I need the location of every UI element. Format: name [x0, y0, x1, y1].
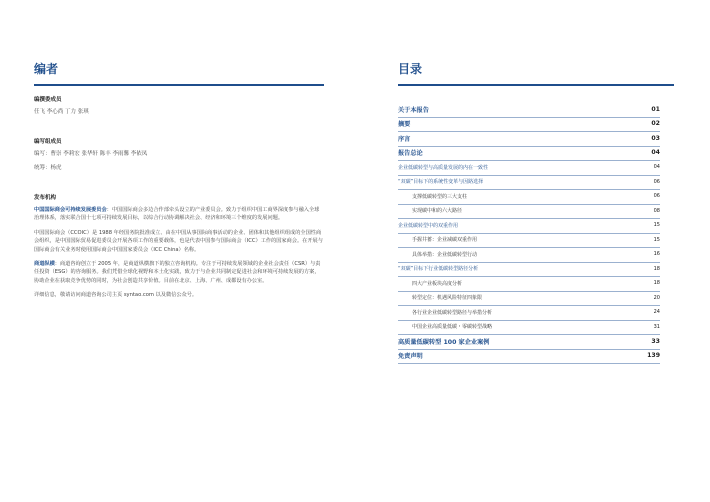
toc-separator: [398, 305, 660, 306]
toc-separator: [398, 291, 660, 292]
toc-entry[interactable]: [398, 278, 660, 288]
toc-separator: [398, 160, 660, 161]
toc-entry-page: 15: [653, 222, 660, 228]
toc-entry[interactable]: [398, 293, 660, 303]
writers-reviewer: 统筹：杨虎: [34, 165, 62, 171]
toc-entry-title: “双碳”目标下的系统性变革与因路选择: [398, 179, 484, 185]
toc-entry[interactable]: [398, 351, 660, 361]
writers-authors: 编写：曹崇 李莉宏 张华轩 陈丰 李雨馨 李依凤: [34, 151, 148, 157]
publisher-paragraph-1: [34, 206, 324, 223]
toc-entry-title: 实现碳中和的六大路径: [412, 208, 463, 214]
toc-entry-page: 139: [647, 352, 660, 359]
toc-column: [398, 62, 660, 86]
toc-separator: [398, 117, 660, 118]
toc-entry-title: 序言: [398, 135, 411, 143]
publisher-section: [34, 194, 324, 300]
editors-heading-rule: [34, 84, 324, 86]
toc-entry-title: 具体举措：企业低碳转型行动: [412, 251, 478, 258]
publisher-paragraph-3: [34, 260, 324, 285]
toc-entry-title: 支撑低碳转型的三大支柱: [412, 193, 468, 200]
toc-entry[interactable]: [398, 307, 660, 317]
toc-entry-page: 24: [653, 309, 660, 315]
toc-entry-page: 04: [651, 149, 660, 156]
editors-heading: 编者: [34, 62, 59, 76]
toc-separator: [398, 247, 660, 248]
toc-separator: [398, 334, 660, 335]
toc-entry[interactable]: [398, 104, 660, 114]
publisher-org-name: 中国国际商会可持续发展委员会: [34, 207, 107, 213]
publisher-paragraph-4: 详细信息，敬请访问商道咨询公司主页 syntao.com 以及微信公众号。: [34, 292, 198, 299]
toc-separator: [398, 175, 660, 176]
committee-title: 编撰委成员: [34, 97, 62, 103]
toc-heading: 目录: [398, 62, 423, 76]
toc-entry-title: 关于本报告: [398, 106, 429, 114]
toc-entry-page: 08: [653, 207, 660, 214]
toc-entry-page: 01: [651, 105, 660, 113]
toc-entry-title: “双碳”目标下行业低碳转型路径分析: [398, 266, 479, 272]
toc-separator: [398, 131, 660, 132]
toc-entry[interactable]: [398, 220, 660, 230]
committee-members: 任飞 李心尚 丁力 张琪: [34, 109, 89, 115]
toc-separator: [398, 204, 660, 205]
toc-entry-title: 高质量低碳转型 100 家企业案例: [398, 338, 490, 346]
toc-entry-title: 免责声明: [398, 353, 423, 360]
publisher-paragraph-2: 中国国际商会（CCOIC）是 1988 年经国务院批准成立、由在中国从事国际商事活动的企业、团体和其他组织组成的全国性商会组织，是中国国际贸易促进委员会开展各项工作的重要载体，也是代表中国参与国际商会（ICC）工作的国家商会。在开展与国际商会有关业务时使用国际商会中国国家委员会（ICC China）名称。: [34, 229, 323, 253]
toc-entry-title: 摘要: [398, 121, 411, 128]
toc-separator: [398, 320, 660, 321]
toc-entry-title: 企业低碳转型中的双重作用: [398, 222, 459, 229]
toc-entry[interactable]: [398, 162, 660, 172]
toc-entry-page: 20: [653, 294, 660, 301]
toc-entry[interactable]: [398, 133, 660, 143]
toc-entry-title: 中国企业高质量低碳・零碳转型战略: [412, 324, 493, 330]
writers-section: [34, 138, 324, 172]
syntao-desc: ：商道咨询创立于 2005 年，是商道纵横旗下的独立咨询机构。专注于可持续发展领域的企业社会责任（CSR）与责任投资（ESG）的咨询服务。我们凭借全球化视野和本土化实践，致力于与企业共同制定促进社会和环境可持续发展的方案，协助企业在获取竞争优势的同时，为社会创造共享价值。目前在北京、上海、广州、成都设有办公室。: [34, 261, 321, 284]
toc-entry-page: 04: [653, 164, 660, 170]
toc-separator: [398, 218, 660, 219]
toc-entry[interactable]: [398, 119, 660, 129]
toc-separator: [398, 363, 660, 364]
toc-heading-rule: [398, 84, 674, 86]
publisher-org-desc: ：中国国际商会多边合作部牵头设立的产业委员会。致力于组织中国工商界深度参与融入全球治理体系，落实联合国十七项可持续发展目标，以综合行动协调解决社会、经济和环境三个维度的发展问题。: [34, 207, 320, 222]
toc-entry[interactable]: [398, 177, 660, 187]
toc-entry[interactable]: [398, 235, 660, 245]
toc-entry-title: 各行业企业低碳转型路径与举措分析: [412, 309, 493, 316]
toc-separator: [398, 189, 660, 190]
syntao-name: 商道纵横: [34, 261, 55, 268]
toc-entry[interactable]: [398, 249, 660, 259]
toc-entry-title: 报告总论: [398, 150, 423, 157]
toc-entry-page: 02: [651, 120, 660, 127]
toc-separator: [398, 262, 660, 263]
toc-entry[interactable]: [398, 148, 660, 158]
toc-entry-page: 18: [653, 265, 660, 272]
toc-entry-page: 16: [653, 251, 660, 257]
toc-entry-title: 手握井蓄：企业减碳双重作用: [412, 237, 478, 243]
toc-separator: [398, 146, 660, 147]
editors-column: [34, 62, 324, 299]
toc-entry-title: 企业低碳转型与高质量发展的内在一致性: [398, 164, 489, 171]
toc-entry-page: 15: [653, 236, 660, 243]
toc-entry-title: 四大产业板块高度分析: [412, 280, 463, 287]
toc-entry[interactable]: [398, 264, 660, 274]
toc-entry-title: 转型定位：机遇风险特征四象限: [412, 295, 483, 301]
toc-entry[interactable]: [398, 191, 660, 201]
committee-section: [34, 96, 324, 116]
toc-separator: [398, 276, 660, 277]
toc-entry-page: 06: [653, 178, 660, 185]
toc-entry-page: 06: [653, 193, 660, 199]
toc-entry-page: 33: [651, 337, 660, 345]
toc-separator: [398, 349, 660, 350]
toc-entry[interactable]: [398, 322, 660, 332]
publisher-title: 发布机构: [34, 195, 57, 201]
writers-title: 编写组成员: [34, 139, 62, 145]
toc-entry-page: 31: [653, 323, 660, 330]
toc-entry-page: 18: [653, 280, 660, 286]
toc-entry[interactable]: [398, 336, 660, 346]
toc-separator: [398, 233, 660, 234]
toc-entry[interactable]: [398, 206, 660, 216]
toc-entry-page: 03: [651, 134, 660, 142]
